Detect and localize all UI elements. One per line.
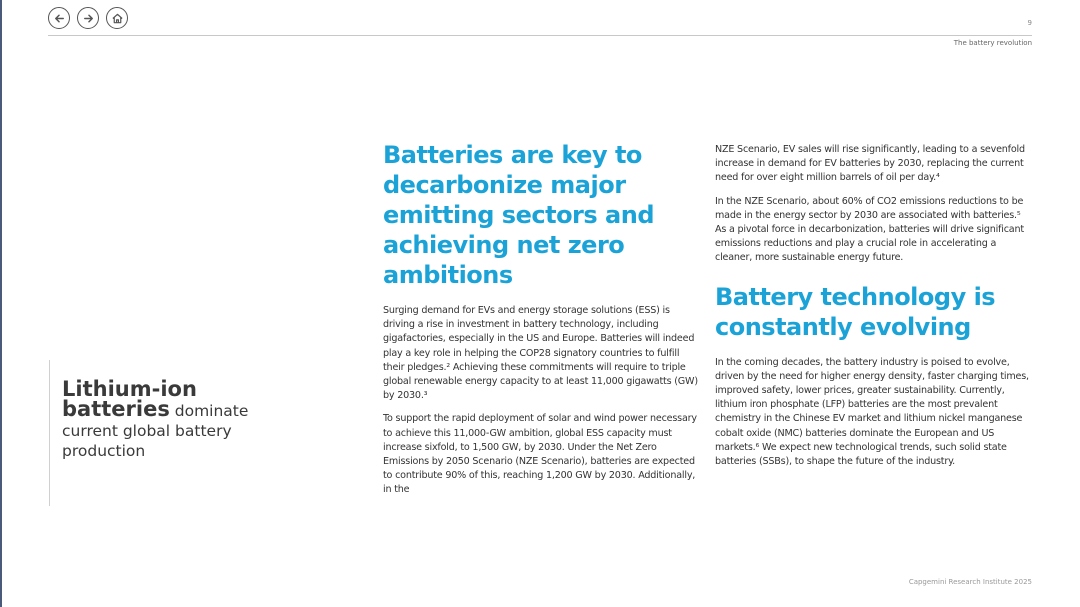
arrow-left-icon (53, 12, 66, 25)
navigation-bar (48, 7, 128, 29)
callout-light: dominate current global battery production (62, 402, 249, 460)
body-paragraph: In the NZE Scenario, about 60% of CO2 emissions reductions to be made in the energy sector by 2030 are associated with batteries.⁵ As a pivotal force in decarbonization, batteries will drive significant emissions reductions and play a crucial role in accelerating a cleaner, more sustainable energy future. (715, 195, 1024, 264)
home-button[interactable] (106, 7, 128, 29)
section-heading-batteries-key: Batteries are key to decarbonize major emitting sectors and achieving net zero ambitions (383, 141, 654, 289)
callout-text (62, 377, 292, 461)
back-button[interactable] (48, 7, 70, 29)
callout-strong: Lithium-ion batteries (62, 377, 197, 421)
body-paragraph: NZE Scenario, EV sales will rise significantly, leading to a sevenfold increase in demand for EV batteries by 2030, replacing the current need for over eight million barrels of oil per day.⁴ (715, 144, 1025, 184)
callout-divider (49, 360, 50, 506)
body-paragraph: Surging demand for EVs and energy storage solutions (ESS) is driving a rise in investment in battery technology, including gigafactories, especially in the US and Europe. Batteries will indeed play a key role in helping the COP28 signatory countries to fulfill their pledges.² Achieving these commitments will require to triple global renewable energy capacity to at least 11,000 gigawatts (GW) by 2030.³ (383, 305, 698, 402)
column-left (383, 140, 701, 507)
section-heading-battery-technology: Battery technology is constantly evolving (715, 282, 996, 341)
home-icon (111, 12, 124, 25)
body-paragraph: In the coming decades, the battery industry is poised to evolve, driven by the need for higher energy density, faster charging times, improved safety, lower prices, greater sustainability. Currently, lithium iron phosphate (LFP) batteries are the most prevalent chemistry in the Chinese EV market and lithium nickel manganese cobalt oxide (NMC) batteries dominate the European and US markets.⁶ We expect new technological trends, such solid state batteries (SSBs), to shape the future of the industry. (715, 356, 1029, 468)
arrow-right-icon (82, 12, 95, 25)
footer-credit: Capgemini Research Institute 2025 (908, 578, 1032, 586)
body-paragraph: To support the rapid deployment of solar and wind power necessary to achieve this 11,000-GW ambition, global ESS capacity must increase sixfold, to 1,500 GW, by 2030. Under the Net Zero Emissions by 2050 Scenario (NZE Scenario), batteries are expected to contribute 90% of this, reaching 1,200 GW by 2030. Additionally, in the (383, 413, 697, 496)
left-edge-bar (0, 0, 2, 607)
page-number: 9 (1027, 19, 1032, 27)
forward-button[interactable] (77, 7, 99, 29)
column-right (715, 143, 1033, 478)
header-divider (48, 35, 1032, 36)
running-title: The battery revolution (953, 39, 1032, 47)
